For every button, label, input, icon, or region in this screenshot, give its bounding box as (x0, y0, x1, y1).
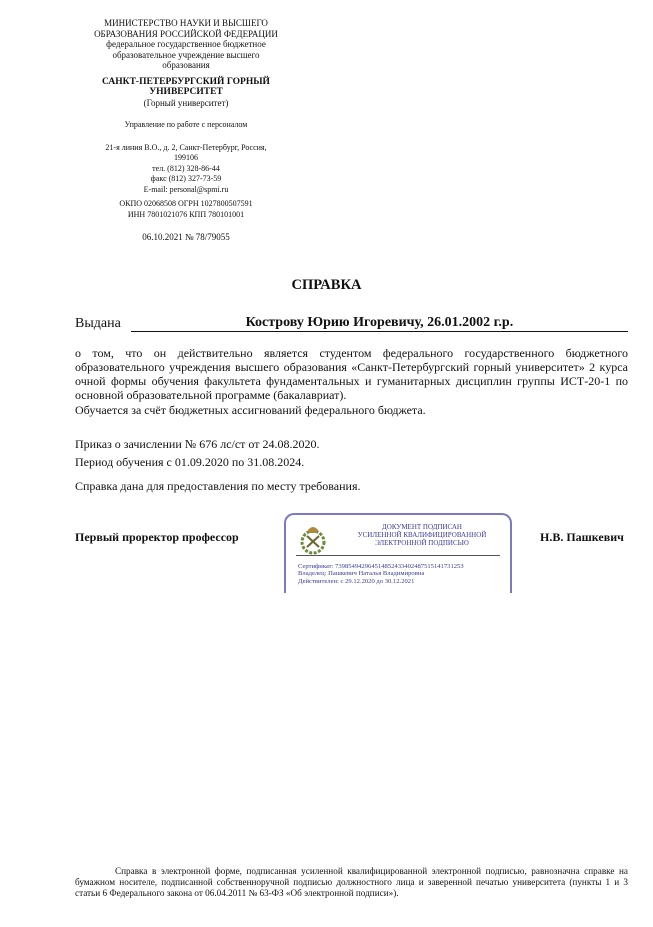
date-number: 06.10.2021 № 78/79055 (142, 232, 230, 242)
address: 21-я линия В.О., д. 2, Санкт-Петербург, Россия, (105, 142, 267, 152)
institution-type: образовательное учреждение высшего (112, 49, 260, 60)
signer-title: Первый проректор профессор (75, 530, 239, 544)
stamp-heading: ЭЛЕКТРОННОЙ ПОДПИСЬЮ (375, 539, 469, 547)
document-title: СПРАВКА (291, 277, 362, 293)
institution-type: образования (162, 60, 210, 70)
funding-text: Обучается за счёт бюджетных ассигнований федерального бюджета. (75, 403, 426, 417)
phone: тел. (812) 328-86-44 (152, 163, 220, 173)
letterhead (70, 18, 302, 243)
issued-to-row (75, 314, 628, 332)
ministry-line: МИНИСТЕРСТВО НАУКИ И ВЫСШЕГО (104, 18, 268, 28)
issued-label: Выдана (75, 316, 121, 331)
university-name: УНИВЕРСИТЕТ (149, 87, 223, 97)
codes: ИНН 7801021076 КПП 780101001 (127, 209, 245, 219)
body-text: о том, что он действительно является студентом федерального государственного бюджетного образовательного учреждения высшего образования «Санкт-Петербургский горный университет» 2 курса очной формы обучения факультета фундаментальных и гуманитарных дисциплин группы ИСТ-20-1 по основной образовательной программе (бакалавриат). (75, 346, 628, 402)
recipient-name: Кострову Юрию Игоревичу, 26.01.2002 г.р. (131, 314, 628, 332)
institution-type: федеральное государственное бюджетное (106, 39, 266, 49)
certificate-number: Сертификат: 73985494296451485243340248751514173125З (298, 563, 464, 570)
address: 199106 (174, 153, 198, 162)
university-short-name: (Горный университет) (143, 97, 229, 108)
purpose-text: Справка дана для предоставления по месту требования. (75, 479, 361, 493)
order-text: Приказ о зачислении № 676 лс/ст от 24.08.2020. (75, 437, 320, 451)
stamp-heading: УСИЛЕННОЙ КВАЛИФИЦИРОВАННОЙ (357, 531, 487, 539)
university-name: САНКТ-ПЕТЕРБУРГСКИЙ ГОРНЫЙ (102, 76, 270, 87)
codes: ОКПО 02068508 ОГРН 1027800507591 (119, 199, 253, 208)
electronic-signature-stamp (284, 513, 512, 593)
university-emblem-icon (298, 523, 328, 555)
period-text: Период обучения с 01.09.2020 по 31.08.2024. (75, 455, 305, 469)
certificate-validity: Действителен: с 29.12.2020 до 30.12.2021 (298, 577, 415, 585)
stamp-heading: ДОКУМЕНТ ПОДПИСАН (382, 523, 462, 531)
certificate-owner: Владелец: Пашкевич Наталья Владимировна (298, 570, 425, 578)
signer-name: Н.В. Пашкевич (540, 530, 624, 544)
fax: факс (812) 327-73-59 (150, 174, 222, 183)
footer-note: Справка в электронной форме, подписанная усиленной квалифицированной электронной подписью, равнозначна справке на бумажном носителе, подписанной собственноручной подписью должностного лица и заверенной печатью университета (пункты 1 и 3 статьи 6 Федерального закона от 06.04.2011 № 63-ФЗ «Об электронной подписи»). (75, 866, 628, 898)
ministry-line: ОБРАЗОВАНИЯ РОССИЙСКОЙ ФЕДЕРАЦИИ (94, 28, 278, 39)
email: E-mail: personal@spmi.ru (143, 184, 229, 194)
department: Управление по работе с персоналом (124, 120, 248, 129)
